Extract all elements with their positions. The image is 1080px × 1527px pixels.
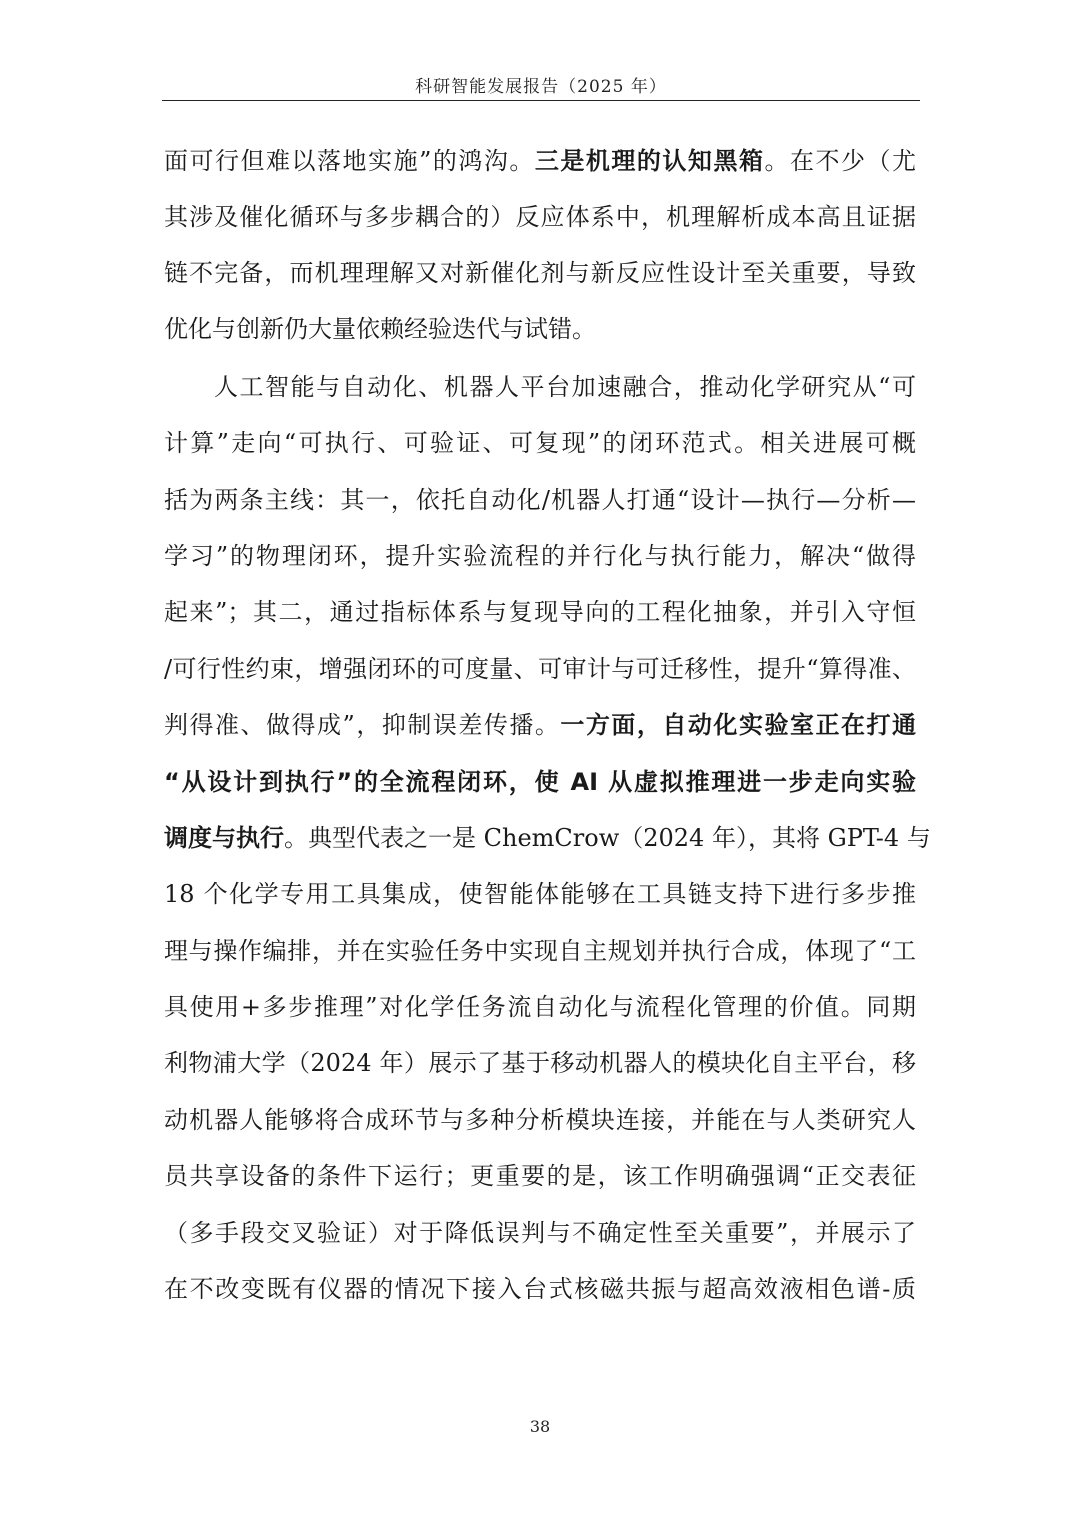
text-line	[164, 818, 931, 858]
bold-phrase: “从设计到执行”的全流程闭环，使 AI 从虚拟推理进一步走向实验	[164, 768, 916, 796]
text-segment: 学习”的物理闭环，提升实验流程的并行化与执行能力，解决“做得	[164, 542, 916, 570]
text-segment: 理与操作编排，并在实验任务中实现自主规划并执行合成，体现了“工	[164, 937, 916, 965]
bold-phrase: 一方面，自动化实验室正在打通	[560, 711, 916, 739]
text-segment: 在不改变既有仪器的情况下接入台式核磁共振与超高效液相色谱-质	[164, 1275, 916, 1303]
text-segment: 计算”走向“可执行、可验证、可复现”的闭环范式。相关进展可概	[164, 429, 916, 457]
text-segment: 人工智能与自动化、机器人平台加速融合，推动化学研究从“可	[214, 373, 916, 401]
text-segment: 具使用+多步推理”对化学任务流自动化与流程化管理的价值。同期	[164, 993, 916, 1021]
text-line	[164, 197, 916, 237]
text-line	[164, 536, 916, 576]
text-segment: 优化与创新仍大量依赖经验迭代与试错。	[164, 315, 596, 343]
text-line	[214, 367, 916, 407]
text-line	[164, 1269, 916, 1309]
page-number: 38	[529, 1417, 551, 1436]
text-segment: 链不完备，而机理理解又对新催化剂与新反应性设计至关重要，导致	[164, 259, 916, 287]
text-line	[164, 423, 916, 463]
text-line	[164, 649, 916, 689]
text-segment: 其涉及催化循环与多步耦合的）反应体系中，机理解析成本高且证据	[164, 203, 916, 231]
text-segment: 员共享设备的条件下运行；更重要的是，该工作明确强调“正交表征	[164, 1162, 916, 1190]
text-line	[164, 762, 916, 802]
text-segment: 面可行但难以落地实施”的鸿沟。	[164, 147, 535, 175]
text-segment: 括为两条主线：其一，依托自动化/机器人打通“设计—执行—分析—	[164, 486, 916, 514]
text-segment: /可行性约束，增强闭环的可度量、可审计与可迁移性，提升“算得准、	[164, 655, 916, 683]
text-segment: 。在不少（尤	[764, 147, 917, 175]
text-segment: 起来”；其二，通过指标体系与复现导向的工程化抽象，并引入守恒	[164, 598, 916, 626]
text-line	[164, 253, 916, 293]
text-segment: （多手段交叉验证）对于降低误判与不确定性至关重要”，并展示了	[164, 1219, 916, 1247]
text-line	[164, 1213, 916, 1253]
text-line	[164, 141, 916, 181]
text-line	[164, 874, 916, 914]
text-segment: 18 个化学专用工具集成，使智能体能够在工具链支持下进行多步推	[164, 880, 916, 908]
text-line	[164, 931, 916, 971]
header-divider	[162, 100, 920, 101]
text-segment: 。典型代表之一是 ChemCrow（2024 年），其将 GPT-4 与	[284, 824, 931, 852]
running-header: 科研智能发展报告（2025 年）	[415, 77, 667, 97]
text-line	[164, 705, 916, 745]
text-segment: 判得准、做得成”，抑制误差传播。	[164, 711, 561, 739]
text-line	[164, 987, 916, 1027]
text-line	[164, 480, 916, 520]
text-line	[164, 1100, 916, 1140]
text-line	[164, 309, 916, 349]
text-line	[164, 1043, 916, 1083]
bold-phrase: 三是机理的认知黑箱	[534, 147, 765, 175]
text-line	[164, 592, 916, 632]
bold-phrase: 调度与执行	[164, 824, 284, 852]
text-line	[164, 1156, 916, 1196]
text-segment: 利物浦大学（2024 年）展示了基于移动机器人的模块化自主平台，移	[164, 1049, 916, 1077]
text-segment: 动机器人能够将合成环节与多种分析模块连接，并能在与人类研究人	[164, 1106, 916, 1134]
